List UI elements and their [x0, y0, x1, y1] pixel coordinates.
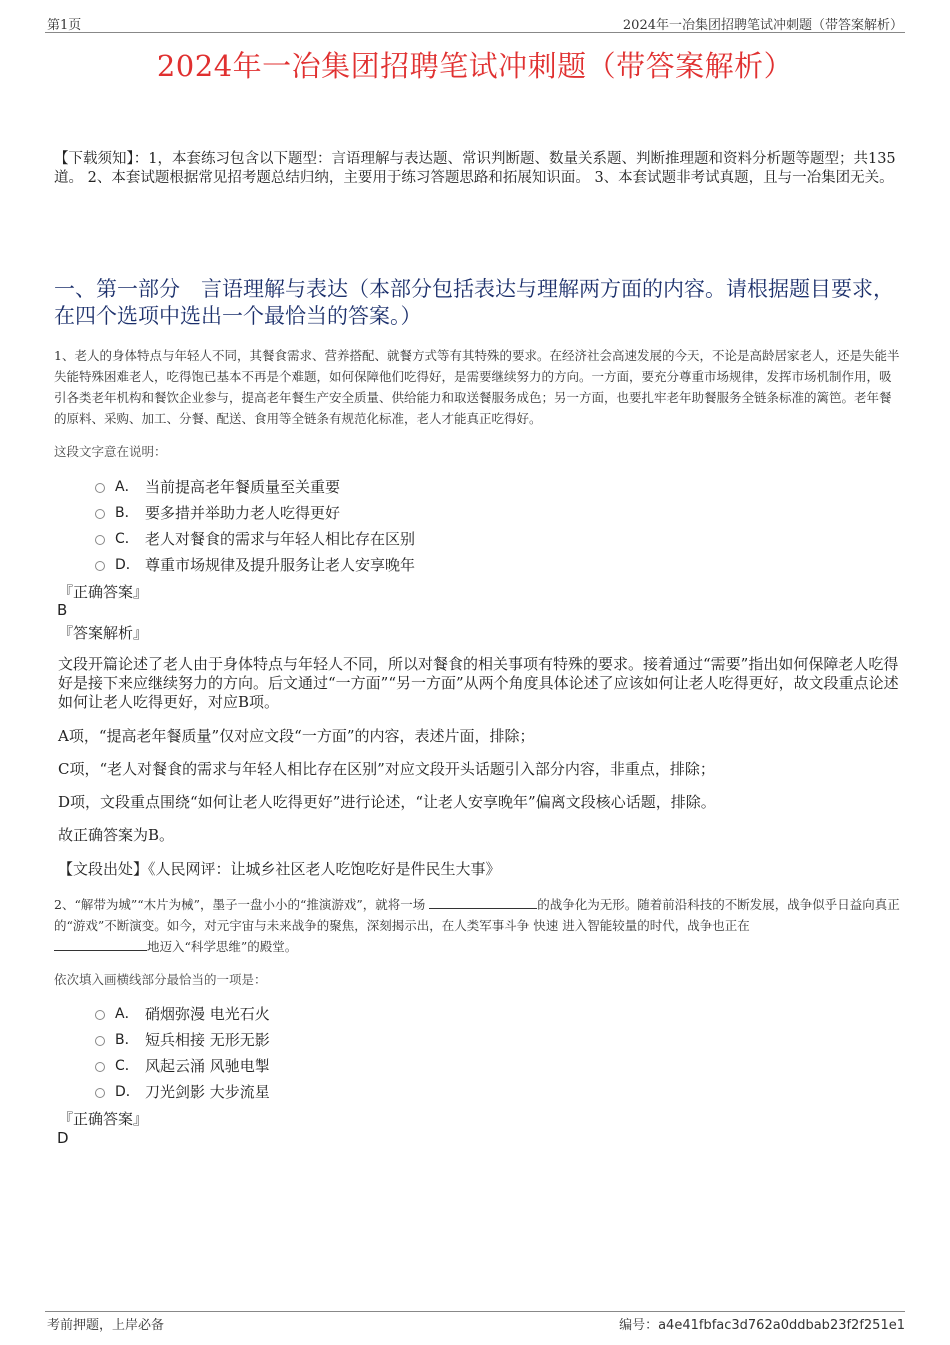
option-letter: A．: [115, 1006, 139, 1022]
question-1-source: 【文段出处】《人民网评：让城乡社区老人吃饱吃好是件民生大事》: [58, 860, 501, 878]
section-heading: 一、第一部分 言语理解与表达（本部分包括表达与理解两方面的内容。请根据题目要求，在四个选项中选出一个最恰当的答案。）: [54, 277, 894, 328]
question-1-analysis-d: D项，文段重点围绕“如何让老人吃得更好”进行论述，“让老人安享晚年”偏离文段核心话题，排除。: [58, 793, 716, 811]
fill-blank: [429, 896, 537, 909]
option-text: 要多措并举助力老人吃得更好: [145, 503, 341, 522]
radio-icon[interactable]: [95, 1036, 105, 1046]
question-1-analysis-main: 文段开篇论述了老人由于身体特点与年轻人不同，所以对餐食的相关事项有特殊的要求。接着通过“需要”指出如何保障老人吃得好是接下来应继续努力的方向。后文通过“一方面”“另一方面”从两个角度具体论述了应该如何让老人吃得更好，故文段重点论述如何让老人吃得更好，对应B项。: [58, 655, 899, 711]
question-1-conclusion: 故正确答案为B。: [58, 826, 175, 844]
option-text: 当前提高老年餐质量至关重要: [145, 477, 341, 496]
question-2-answer: D: [57, 1129, 69, 1147]
stem-part: 2、“解带为城”“木片为械”，墨子一盘小小的“推演游戏”，就将一场: [54, 897, 430, 912]
footer-divider: [45, 1311, 905, 1312]
question-1-option-c[interactable]: [95, 528, 415, 548]
footer-code-value: a4e41fbfac3d762a0ddbab23f2f251e1: [658, 1318, 905, 1333]
option-letter: D．: [115, 557, 140, 573]
question-2-prompt: 依次填入画横线部分最恰当的一项是：: [54, 972, 267, 987]
footer-slogan: 考前押题，上岸必备: [47, 1318, 165, 1333]
question-1-analysis-a: A项，“提高老年餐质量”仅对应文段“一方面”的内容，表述片面，排除；: [58, 727, 535, 745]
option-text: 硝烟弥漫 电光石火: [145, 1004, 270, 1023]
option-letter: A．: [115, 479, 139, 495]
option-text: 短兵相接 无形无影: [145, 1030, 270, 1049]
footer-code-label: 编号：: [619, 1318, 659, 1333]
page-title: 2024年一冶集团招聘笔试冲刺题（带答案解析）: [156, 49, 794, 83]
question-2-option-b[interactable]: [95, 1029, 270, 1049]
question-1-analysis-label: 『答案解析』: [58, 624, 149, 642]
question-1-answer-label: 『正确答案』: [58, 583, 149, 601]
question-1-option-a[interactable]: [95, 476, 340, 496]
question-2-option-c[interactable]: [95, 1055, 270, 1075]
header-divider: [45, 32, 905, 33]
option-letter: B．: [115, 505, 139, 521]
option-text: 刀光剑影 大步流星: [145, 1082, 270, 1101]
question-1-option-b[interactable]: [95, 502, 340, 522]
radio-icon[interactable]: [95, 1062, 105, 1072]
footer-code: [619, 1314, 905, 1333]
option-letter: D．: [115, 1084, 140, 1100]
stem-part: 的战争化为无形。随着前沿科技的不断发展，战争似乎日益向真正的“游戏”不断演变。如今，对元宇宙与未来战争的聚焦，深刻揭示出，在人类军事斗争 快速 进入智能较量的时代，战争也正在: [54, 897, 900, 933]
radio-icon[interactable]: [95, 561, 105, 571]
stem-part: 地迈入“科学思维”的殿堂。: [147, 939, 298, 954]
question-1-option-d[interactable]: [95, 554, 415, 574]
option-letter: B．: [115, 1032, 139, 1048]
question-2-answer-label: 『正确答案』: [58, 1110, 149, 1128]
question-1-prompt: 这段文字意在说明：: [54, 444, 167, 459]
option-letter: C．: [115, 1058, 139, 1074]
question-1-stem: 1、老人的身体特点与年轻人不同，其餐食需求、营养搭配、就餐方式等有其特殊的要求。在经济社会高速发展的今天，不论是高龄居家老人，还是失能半失能特殊困难老人，吃得饱已基本不再是个难题，如何保障他们吃得好，是需要继续努力的方向。一方面，要充分尊重市场规律，发挥市场机制作用，吸引各类老年机构和餐饮企业参与，提高老年餐生产安全质量、供给能力和取送餐服务成色；另一方面，也要扎牢老年助餐服务全链条标准的篱笆。老年餐的原料、采购、加工、分餐、配送、食用等全链条有规范化标准，老人才能真正吃得好。: [54, 348, 900, 426]
question-2-option-a[interactable]: [95, 1003, 270, 1023]
page-number: 第1页: [47, 18, 82, 33]
radio-icon[interactable]: [95, 535, 105, 545]
radio-icon[interactable]: [95, 1010, 105, 1020]
radio-icon[interactable]: [95, 483, 105, 493]
option-text: 风起云涌 风驰电掣: [145, 1056, 270, 1075]
header-doc-title: 2024年一冶集团招聘笔试冲刺题（带答案解析）: [622, 18, 903, 33]
fill-blank: [54, 938, 147, 951]
option-text: 尊重市场规律及提升服务让老人安享晚年: [145, 555, 416, 574]
radio-icon[interactable]: [95, 1088, 105, 1098]
question-1-answer: B: [57, 601, 68, 619]
option-text: 老人对餐食的需求与年轻人相比存在区别: [145, 529, 416, 548]
question-1-analysis-c: C项，“老人对餐食的需求与年轻人相比存在区别”对应文段开头话题引入部分内容，非重点，排除；: [58, 760, 715, 778]
question-2-stem: [54, 894, 900, 957]
option-letter: C．: [115, 531, 139, 547]
download-notice: 【下载须知】：1，本套练习包含以下题型：言语理解与表达题、常识判断题、数量关系题、判断推理题和资料分析题等题型；共135道。 2、本套试题根据常见招考题总结归纳，主要用于练习答题思路和拓展知识面。 3、本套试题非考试真题，且与一冶集团无关。: [54, 151, 896, 186]
radio-icon[interactable]: [95, 509, 105, 519]
question-2-option-d[interactable]: [95, 1081, 270, 1101]
